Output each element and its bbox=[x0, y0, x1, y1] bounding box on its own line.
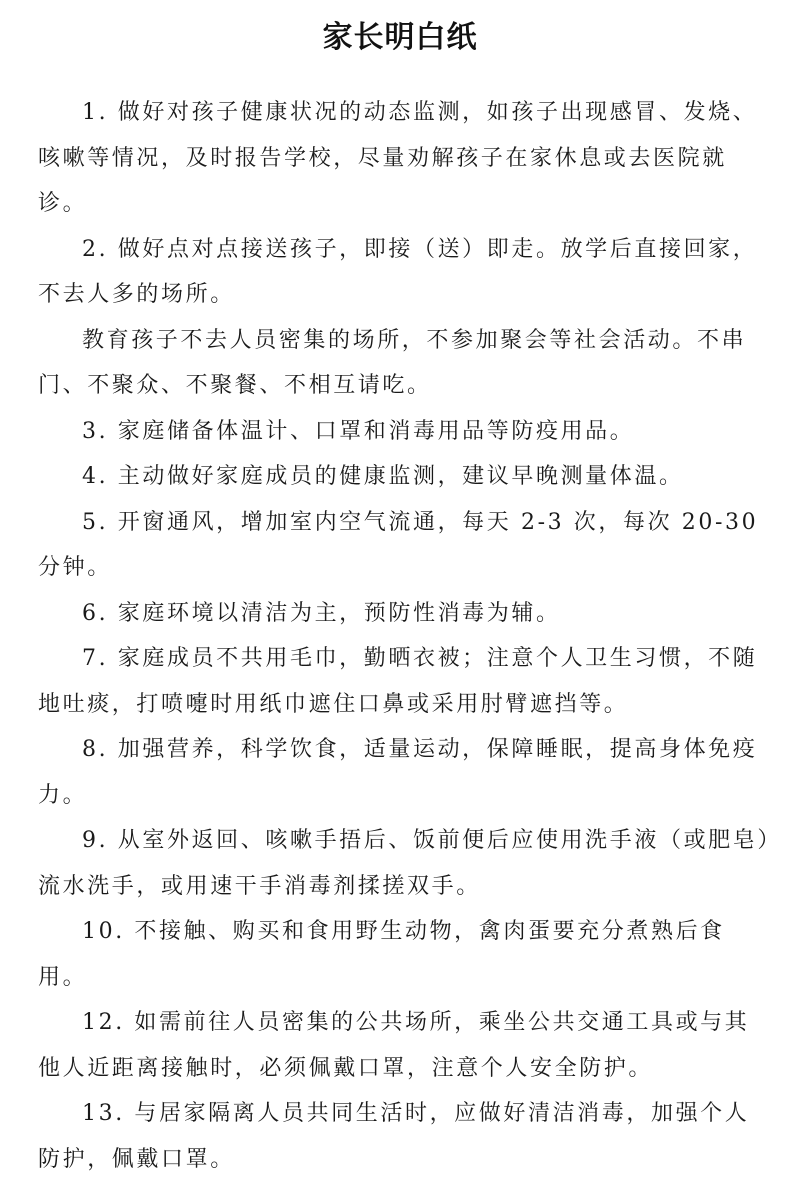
paragraph-item-4: 4. 主动做好家庭成员的健康监测，建议早晚测量体温。 bbox=[82, 464, 684, 489]
document-title: 家长明白纸 bbox=[322, 20, 478, 55]
paragraph-item-7: 7. 家庭成员不共用毛巾，勤晒衣被；注意个人卫生习惯，不随地吐痰，打喷嚏时用纸巾遮住口鼻或采用肘臂遮挡等。 bbox=[38, 646, 758, 717]
paragraph-item-8: 8. 加强营养，科学饮食，适量运动，保障睡眠，提高身体免疫力。 bbox=[38, 737, 758, 808]
paragraph-item-10: 10. 不接触、购买和食用野生动物，禽肉蛋要充分煮熟后食用。 bbox=[38, 919, 725, 990]
paragraph-item-5: 5. 开窗通风，增加室内空气流通，每天 2-3 次，每次 20-30 分钟。 bbox=[38, 509, 759, 580]
paragraph-item-2: 2. 做好点对点接送孩子，即接（送）即走。放学后直接回家，不去人多的场所。 bbox=[38, 236, 758, 307]
paragraph-item-6: 6. 家庭环境以清洁为主，预防性消毒为辅。 bbox=[82, 600, 561, 626]
paragraph-item-12: 12. 如需前往人员密集的公共场所，乘坐公共交通工具或与其他人近距离接触时，必须佩戴口罩，注意个人安全防护。 bbox=[38, 1010, 750, 1081]
document-body bbox=[38, 90, 773, 1182]
paragraph-item-9: 9. 从室外返回、咳嗽手捂后、饭前便后应使用洗手液（或肥皂）流水洗手，或用速干手消毒剂揉搓双手。 bbox=[38, 828, 771, 899]
paragraph-item-3: 3. 家庭储备体温计、口罩和消毒用品等防疫用品。 bbox=[82, 418, 635, 444]
paragraph-item-2-continued: 教育孩子不去人员密集的场所，不参加聚会等社会活动。不串门、不聚众、不聚餐、不相互请吃。 bbox=[38, 327, 747, 398]
paragraph-item-13: 13. 与居家隔离人员共同生活时，应做好清洁消毒，加强个人防护，佩戴口罩。 bbox=[38, 1101, 750, 1172]
paragraph-item-1: 1. 做好对孩子健康状况的动态监测，如孩子出现感冒、发烧、咳嗽等情况，及时报告学校，尽量劝解孩子在家休息或去医院就诊。 bbox=[38, 100, 758, 216]
